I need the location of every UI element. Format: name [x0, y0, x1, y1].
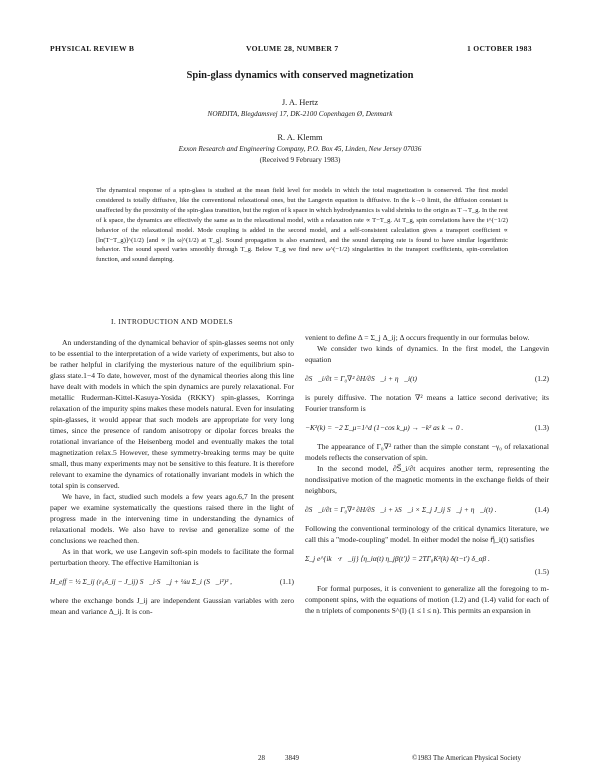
author-name: R. A. Klemm — [277, 132, 323, 142]
page-number: 3849 — [285, 754, 299, 762]
received-date: (Received 9 February 1983) — [259, 156, 341, 164]
issue-date: 1 OCTOBER 1983 — [467, 44, 532, 53]
paragraph: where the exchange bonds J_ij are independent Gaussian variables with zero mean and variance Δ_ij. It is con- — [50, 596, 294, 616]
equation-number: (1.2) — [534, 374, 549, 383]
equation-number: (1.1) — [279, 577, 294, 586]
paragraph: We have, in fact, studied such models a few years ago.6,7 In the present paper we examine systematically the questions raised there in the light of progress made in the intervening time in understanding the dynamics of relaxational models. We also have to revise and generalize some of the conclusions we reached then. — [50, 492, 294, 545]
copyright-notice: ©1983 The American Physical Society — [412, 754, 522, 762]
abstract: The dynamical response of a spin-glass is studied at the mean field level for models in which the total magnetization is conserved. The first model considered is totally diffusive, like the conventional relaxational ones, but the Langevin equation is diffusive. In the k→0 limit, the diffusion constant is unaffected by the proximity of the spin-glass transition, but the region of k space in which hydrodynamics is valid shrinks to the origin as T→T_g. In the rest of k space, the dynamics are effectively the same as in the relaxational model, with a relaxation rate ∝ T−T_g. At T_g, spin correlations have the t^(−1/2) behavior of the relaxational model. Mode coupling is added in the second model, and a self-consistent calculation gives a transport coefficient ∝ [ln(T−T_g)]^(1/2) [and ∝ |ln ω|^(1/2) at T_g]. Sound propagation is also examined, and the sound damping rate is found to have similar logarithmic behavior. The sound speed varies smoothly through T_g. Below T_g we find new ω^(−1/2) singularities in the transport coefficients, spin-correlation function, and sound damping. — [96, 187, 508, 264]
section-heading: I. INTRODUCTION AND MODELS — [110, 317, 234, 326]
paragraph: is purely diffusive. The notation ∇² means a lattice second derivative; its Fourier transform is — [305, 393, 549, 413]
left-column — [50, 306, 294, 617]
paragraph: In the second model, ∂S⃗_i/∂t acquires another term, representing the nondissipative motion of the magnetic moments in the exchange fields of their neighbors, — [305, 464, 549, 495]
paper-title: Spin-glass dynamics with conserved magnetization — [186, 70, 414, 81]
paragraph: As in that work, we use Langevin soft-spin models to facilitate the formal perturbation theory. The effective Hamiltonian is — [50, 547, 294, 567]
paragraph: For formal purposes, it is convenient to generalize all the foregoing to m-component spins, with the equations of motion (1.2) and (1.4) valid for each of the n triplets of components S^(l) (1 ≤ l ≤ n). This permits an expansion in — [305, 584, 549, 615]
paragraph: We consider two kinds of dynamics. In the first model, the Langevin equation — [305, 344, 549, 364]
author-name: J. A. Hertz — [281, 97, 319, 107]
equation-expression: ∂S⃗_i/∂t = Γ₀∇² ∂H/∂S⃗_i + λS⃗_i × Σ_j J_ij S⃗_j + η⃗_i(t) . — [305, 505, 497, 514]
equation — [50, 576, 294, 587]
right-column — [305, 332, 549, 616]
equation — [305, 553, 549, 564]
equation-expression: Σ_j e^{ik⃗·r⃗_ij} ⟨η_iα(t) η_jβ(t′)⟩ = 2TΓ₀K²(k) δ(t−t′) δ_αβ . — [305, 554, 490, 563]
paragraph: An understanding of the dynamical behavior of spin-glasses seems not only to be essential to the interpretation of a wide variety of experiments, but also to be rather helpful in clarifying the mysterious nature of the equilibrium spin-glass state.1−4 To date, however, most of the dynamical theories along this line have dealt with models in which the spin dynamics are purely relaxational. For metallic Ruderman-Kittel-Kasuya-Yosida (RKKY) spin-glasses, Korringa relaxation of the impurity spins makes these models natural. Even for insulating spin-glasses, it would appear that such models are appropriate for very long times, since the presence of random anisotropy or dipolar forces breaks the rotational invariance of the Heisenberg model and eventually makes the total magnetization relax.5 However, these symmetry-breaking terms may be quite small, thus many experiments may not be sensitive to this feature. It is therefore relevant to examine the dynamics of rotationally invariant models in which the total spin is conserved. — [50, 338, 294, 490]
journal-name: PHYSICAL REVIEW B — [50, 44, 135, 53]
equation-expression: ∂S⃗_i/∂t = Γ₀∇² ∂H/∂S⃗_i + η⃗_i(t) — [305, 374, 417, 383]
paragraph: The appearance of Γ₀∇² rather than the simple constant −γ₀ of relaxational models reflects the conservation of spin. — [305, 442, 549, 462]
volume-number: VOLUME 28, NUMBER 7 — [246, 44, 339, 53]
author-affiliation: Exxon Research and Engineering Company, P.O. Box 45, Linden, New Jersey 07036 — [178, 145, 422, 153]
author-affiliation: NORDITA, Blegdamsvej 17, DK-2100 Copenhagen Ø, Denmark — [207, 110, 393, 118]
equation-expression: −K²(k) = −2 Σ_μ=1^d (1−cos k_μ) → −k² as k → 0 . — [305, 423, 464, 432]
footer-volume: 28 — [258, 754, 265, 762]
equation — [305, 422, 549, 433]
equation-number: (1.5) — [534, 567, 549, 576]
paragraph: venient to define Δ = Σ_j Δ_ij; Δ occurs frequently in our formulas below. — [305, 333, 530, 342]
equation — [305, 504, 549, 515]
equation-number: (1.4) — [534, 505, 549, 514]
equation-number: (1.3) — [534, 423, 549, 432]
paragraph: Following the conventional terminology of the critical dynamics literature, we call this a "mode-coupling" model. In either model the noise η⃗_i(t) satisfies — [305, 524, 549, 544]
equation — [305, 373, 549, 384]
equation-expression: H_eff = ½ Σ_ij (r₀δ_ij − J_ij) S⃗_i·S⃗_j + ¼u Σ_i (S⃗_i²)² , — [50, 577, 232, 586]
